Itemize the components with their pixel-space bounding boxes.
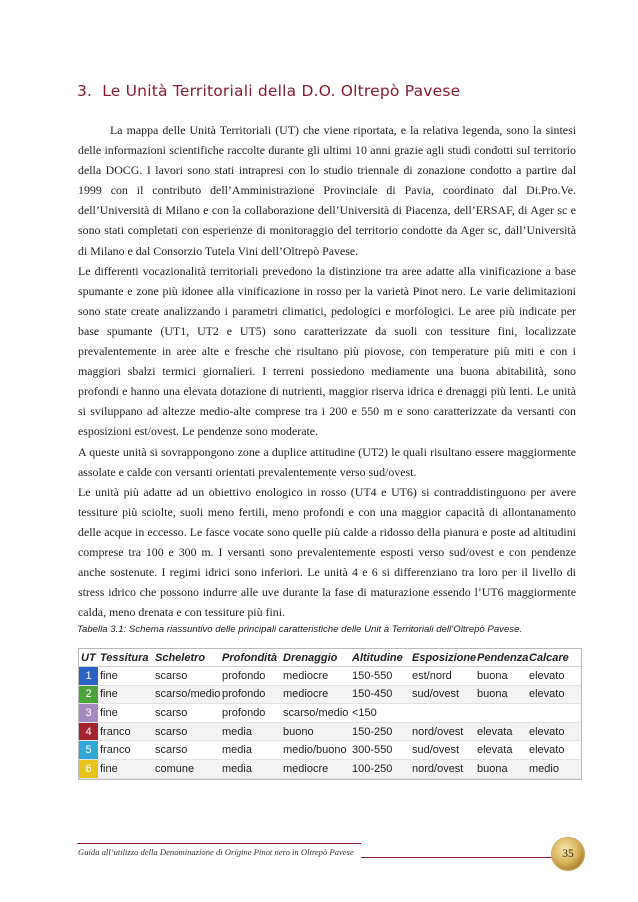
column-header: Scheletro [153, 649, 220, 667]
table-cell: sud/ovest [410, 685, 475, 704]
table-cell: scarso [153, 667, 220, 686]
table-row [79, 685, 581, 704]
table-cell: scarso/medio [281, 704, 350, 723]
ut-table [78, 648, 582, 780]
table-cell: <150 [350, 704, 410, 723]
table-row [79, 704, 581, 723]
table-cell: buona [475, 759, 527, 778]
footer-rule [361, 857, 553, 858]
table-cell: franco [98, 741, 153, 760]
table-cell: buona [475, 667, 527, 686]
table-cell: 150-250 [350, 722, 410, 741]
table-header-row [79, 649, 581, 667]
table-cell: scarso [153, 704, 220, 723]
table-cell: mediocre [281, 685, 350, 704]
table-cell: fine [98, 704, 153, 723]
page-number: 35 [562, 848, 574, 860]
table-cell: est/nord [410, 667, 475, 686]
table-cell: nord/ovest [410, 722, 475, 741]
table-cell: media [220, 741, 281, 760]
table-cell [527, 704, 581, 723]
table-cell: elevato [527, 722, 581, 741]
column-header: Pendenza [475, 649, 527, 667]
footer-rule [77, 843, 361, 844]
ut-number-cell: 4 [79, 722, 98, 741]
table-cell: profondo [220, 667, 281, 686]
table-cell: elevata [475, 722, 527, 741]
table-row [79, 759, 581, 778]
table-cell: nord/ovest [410, 759, 475, 778]
table-cell: scarso [153, 741, 220, 760]
table-cell: fine [98, 667, 153, 686]
table-cell: medio [527, 759, 581, 778]
table-cell: elevato [527, 685, 581, 704]
table-cell: mediocre [281, 667, 350, 686]
table-cell: 100-250 [350, 759, 410, 778]
footer-text: Guida all’utilizzo della Denominazione di Origine Pinot nero in Oltrepò Pavese [78, 847, 354, 857]
section-number: 3. [77, 82, 93, 100]
table-cell: media [220, 722, 281, 741]
table-row [79, 722, 581, 741]
ut-number-cell: 6 [79, 759, 98, 778]
table-cell: buono [281, 722, 350, 741]
table-cell: profondo [220, 685, 281, 704]
table-caption: Tabella 3.1: Schema riassuntivo delle principali caratteristiche delle Unit à Territoriali dell’Oltrepò Pavese. [77, 624, 523, 635]
section-heading [77, 82, 460, 100]
page-number-badge [552, 838, 584, 870]
table-cell: media [220, 759, 281, 778]
table-cell: sud/ovest [410, 741, 475, 760]
body-text [78, 120, 576, 622]
table-cell: franco [98, 722, 153, 741]
table-cell: comune [153, 759, 220, 778]
paragraph: A queste unità si sovrappongono zone a duplice attitudine (UT2) le quali risultano essere maggiormente assolate e calde con versanti orientati prevalentemente verso sud/ovest. [78, 444, 576, 479]
table-row [79, 741, 581, 760]
column-header: Profondità [220, 649, 281, 667]
table-cell: 150-450 [350, 685, 410, 704]
ut-number-cell: 5 [79, 741, 98, 760]
table-row [79, 667, 581, 686]
column-header: UT [79, 649, 98, 667]
column-header: Calcare [527, 649, 581, 667]
ut-number-cell: 3 [79, 704, 98, 723]
paragraph: La mappa delle Unità Territoriali (UT) che viene riportata, e la relativa legenda, sono la sintesi delle informazioni scientifiche raccolte durante gli ultimi 10 anni grazie agli studi condotti sul territorio della DOCG. I lavori sono stati intrapresi con lo studio triennale di zonazione condotto a partire dal 1999 con il contributo dell’Amministrazione Provinciale di Pavia, coordinato dal Di.Pro.Ve. dell’Università di Milano e con la collaborazione dell’Università di Piacenza, dell’ERSAF, di Ager sc e sono stati completati con esperienze di monitoraggio del territorio condotte da Ager sc, dall’Università di Milano e dal Consorzio Tutela Vini dell’Oltrepò Pavese. [78, 123, 576, 258]
column-header: Esposizione [410, 649, 475, 667]
table-cell: fine [98, 759, 153, 778]
table-cell: elevata [475, 741, 527, 760]
table-cell: buona [475, 685, 527, 704]
column-header: Drenaggio [281, 649, 350, 667]
table-cell: 150-550 [350, 667, 410, 686]
table-cell: scarso/medio [153, 685, 220, 704]
ut-number-cell: 2 [79, 685, 98, 704]
table-cell: elevato [527, 667, 581, 686]
table-cell: mediocre [281, 759, 350, 778]
ut-number-cell: 1 [79, 667, 98, 686]
table-cell [410, 704, 475, 723]
paragraph: Le unità più adatte ad un obiettivo enologico in rosso (UT4 e UT6) si contraddistinguono per avere tessiture più sciolte, suoli meno fertili, meno profondi e con una maggior capacità di allontanamento delle acque in eccesso. Le fasce vocate sono quelle più calde a ridosso della pianura e poste ad altitudini comprese tra 100 e 300 m. I versanti sono prevalentemente esposti verso sud/ovest e con pendenze anche sostenute. I regimi idrici sono inferiori. Le unità 4 e 6 si differenziano tra loro per il livello di stress idrico che possono indurre alle uve durante la fase di maturazione essendo l’UT6 maggiormente calda, meno drenata e con tessiture più fini. [78, 484, 576, 620]
table-cell: profondo [220, 704, 281, 723]
section-title: Le Unità Territoriali della D.O. Oltrepò Pavese [102, 82, 461, 100]
table-cell [475, 704, 527, 723]
table-cell: fine [98, 685, 153, 704]
table-cell: elevato [527, 741, 581, 760]
column-header: Altitudine [350, 649, 410, 667]
table-cell: scarso [153, 722, 220, 741]
table-cell: 300-550 [350, 741, 410, 760]
table-cell: medio/buono [281, 741, 350, 760]
column-header: Tessitura [98, 649, 153, 667]
paragraph: Le differenti vocazionalità territoriali prevedono la distinzione tra aree adatte alla vinificazione a base spumante e zone più idonee alla vinificazione in rosso per la varietà Pinot nero. Le varie delimitazioni sono state create analizzando i parametri climatici, pedologici e morfologici. Le aree più indicate per base spumante (UT1, UT2 e UT5) sono caratterizzate da suoli con tessiture fini, localizzate prevalentemente in aree alte e fresche che risultano più piovose, con temperature più miti e con i maggiori sbalzi termici giornalieri. I terreni possiedono mediamente una buona abitabilità, sono profondi e hanno una elevata dotazione di nutrienti, maggior riserva idrica e drenaggi più lenti. Le unità si sviluppano ad altezze medio-alte comprese tra i 200 e 550 m e sono caratterizzate da versanti con esposizioni est/ovest. Le pendenze sono moderate. [78, 263, 576, 439]
